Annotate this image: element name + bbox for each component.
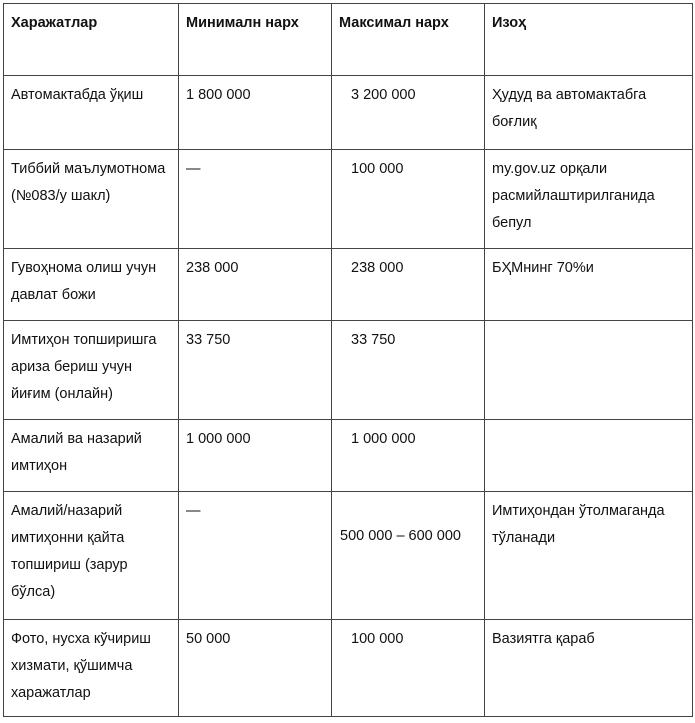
cell-item: Фото, нусха кўчириш хизмати, қўшимча харажатлар — [4, 620, 179, 717]
cell-item: Гувоҳнома олиш учун давлат божи — [4, 249, 179, 321]
cell-min: 238 000 — [179, 249, 332, 321]
costs-table — [3, 3, 693, 717]
table-row — [4, 321, 693, 420]
header-min-price: Минималн нарх — [179, 4, 332, 76]
table-row — [4, 420, 693, 492]
cell-min: — — [179, 492, 332, 620]
cell-min: 1 000 000 — [179, 420, 332, 492]
cell-max: 100 000 — [332, 620, 485, 717]
cell-item: Автомактабда ўқиш — [4, 76, 179, 150]
cell-note: Имтиҳондан ўтолмаганда тўланади — [485, 492, 693, 620]
table-row — [4, 492, 693, 620]
table-row — [4, 620, 693, 717]
cell-max: 238 000 — [332, 249, 485, 321]
cell-note: Ҳудуд ва автомактабга боғлиқ — [485, 76, 693, 150]
cell-min: 33 750 — [179, 321, 332, 420]
cell-max: 33 750 — [332, 321, 485, 420]
table-row — [4, 150, 693, 249]
cell-note: Вазиятга қараб — [485, 620, 693, 717]
cell-note: my.gov.uz орқали расмийлаштирилганида бепул — [485, 150, 693, 249]
cell-max: 3 200 000 — [332, 76, 485, 150]
table-row — [4, 76, 693, 150]
cell-note: БҲМнинг 70%и — [485, 249, 693, 321]
cell-item: Имтиҳон топширишга ариза бериш учун йиғим (онлайн) — [4, 321, 179, 420]
cell-min: 1 800 000 — [179, 76, 332, 150]
header-note: Изоҳ — [485, 4, 693, 76]
cell-item: Тиббий маълумотнома (№083/у шакл) — [4, 150, 179, 249]
header-expenses: Харажатлар — [4, 4, 179, 76]
cell-min: — — [179, 150, 332, 249]
table-row — [4, 249, 693, 321]
cell-max: 500 000 – 600 000 — [332, 492, 485, 620]
header-max-price: Максимал нарх — [332, 4, 485, 76]
cell-max: 1 000 000 — [332, 420, 485, 492]
cell-note — [485, 420, 693, 492]
cell-item: Амалий ва назарий имтиҳон — [4, 420, 179, 492]
header-row — [4, 4, 693, 76]
cell-item: Амалий/назарий имтиҳонни қайта топшириш (зарур бўлса) — [4, 492, 179, 620]
cell-min: 50 000 — [179, 620, 332, 717]
cell-note — [485, 321, 693, 420]
cell-max: 100 000 — [332, 150, 485, 249]
